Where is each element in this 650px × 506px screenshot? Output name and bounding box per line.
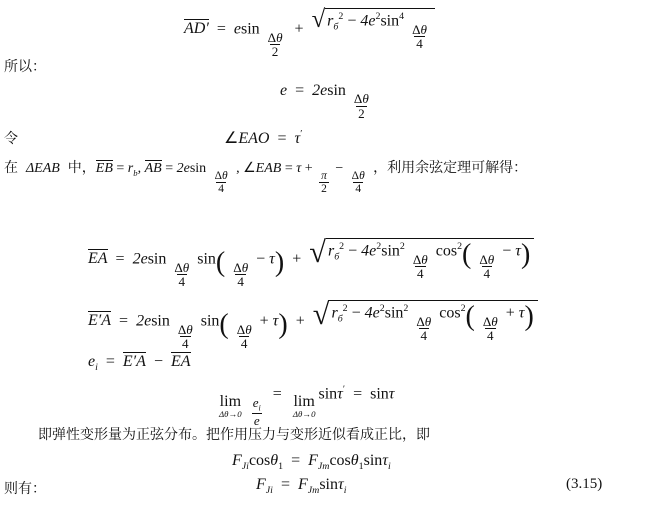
prose-triangle-line: 在 ΔEAB 中，EB = $r_b$, AB = 2esin $\frac{\Delta\theta}{4}$ , ∠EAB = τ + $\frac{\pi}{2}$ − $\frac{\Delta\theta}{4}$ ，利用余弦定理可解得： [4, 160, 528, 196]
equation-1: AD′ = esin $\frac{\Delta\theta}{2}$ + √ $r_б^2 - 4e^2\sin^4$ $\frac{\Delta\theta}{4}$ [184, 8, 435, 59]
label-zeyou: 则有： [4, 481, 46, 497]
equation-9-tag: (3.15) [566, 476, 603, 492]
equation-2: e = 2esin $\frac{\Delta\theta}{2}$ [280, 82, 369, 122]
equation-7: lim Δθ→0 $\frac{e_i}{e}$ = lim Δθ→0 sinτ′ = sinτ [219, 384, 395, 428]
equation-5: E′A = 2esin $\frac{\Delta\theta}{4}$ sin( $\frac{\Delta\theta}{4}$ + τ) + √ $r_б^2 - 4e^2\sin^2$ $\frac{\Delta\theta}{4}$ $\cos^2$( $\frac{\Delta\theta}{4}$ + τ) [88, 300, 538, 351]
equation-3: ∠EAO = τ′ [224, 128, 303, 147]
label-suoyi: 所以： [4, 59, 46, 75]
equation-9: $F_{Ji} = F_{Jm}\sin\tau_i$ [256, 476, 347, 497]
equation-6: $e_i = E'A$ − EA [88, 353, 191, 374]
label-ling: 令 [4, 131, 18, 147]
equation-4: EA = 2esin $\frac{\Delta\theta}{4}$ sin( $\frac{\Delta\theta}{4}$ − τ) + √ $r_б^2 - 4e^2\sin^2$ $\frac{\Delta\theta}{4}$ $\cos^2$( $\frac{\Delta\theta}{4}$ − τ) [88, 238, 534, 289]
prose-elastic-line: 即弹性变形量为正弦分布。把作用压力与变形近似看成正比，即 [38, 427, 430, 443]
equation-8: $F_{Ji}\cos\theta_1 = F_{Jm}\cos\theta_1\sin\tau_i$ [232, 452, 391, 473]
